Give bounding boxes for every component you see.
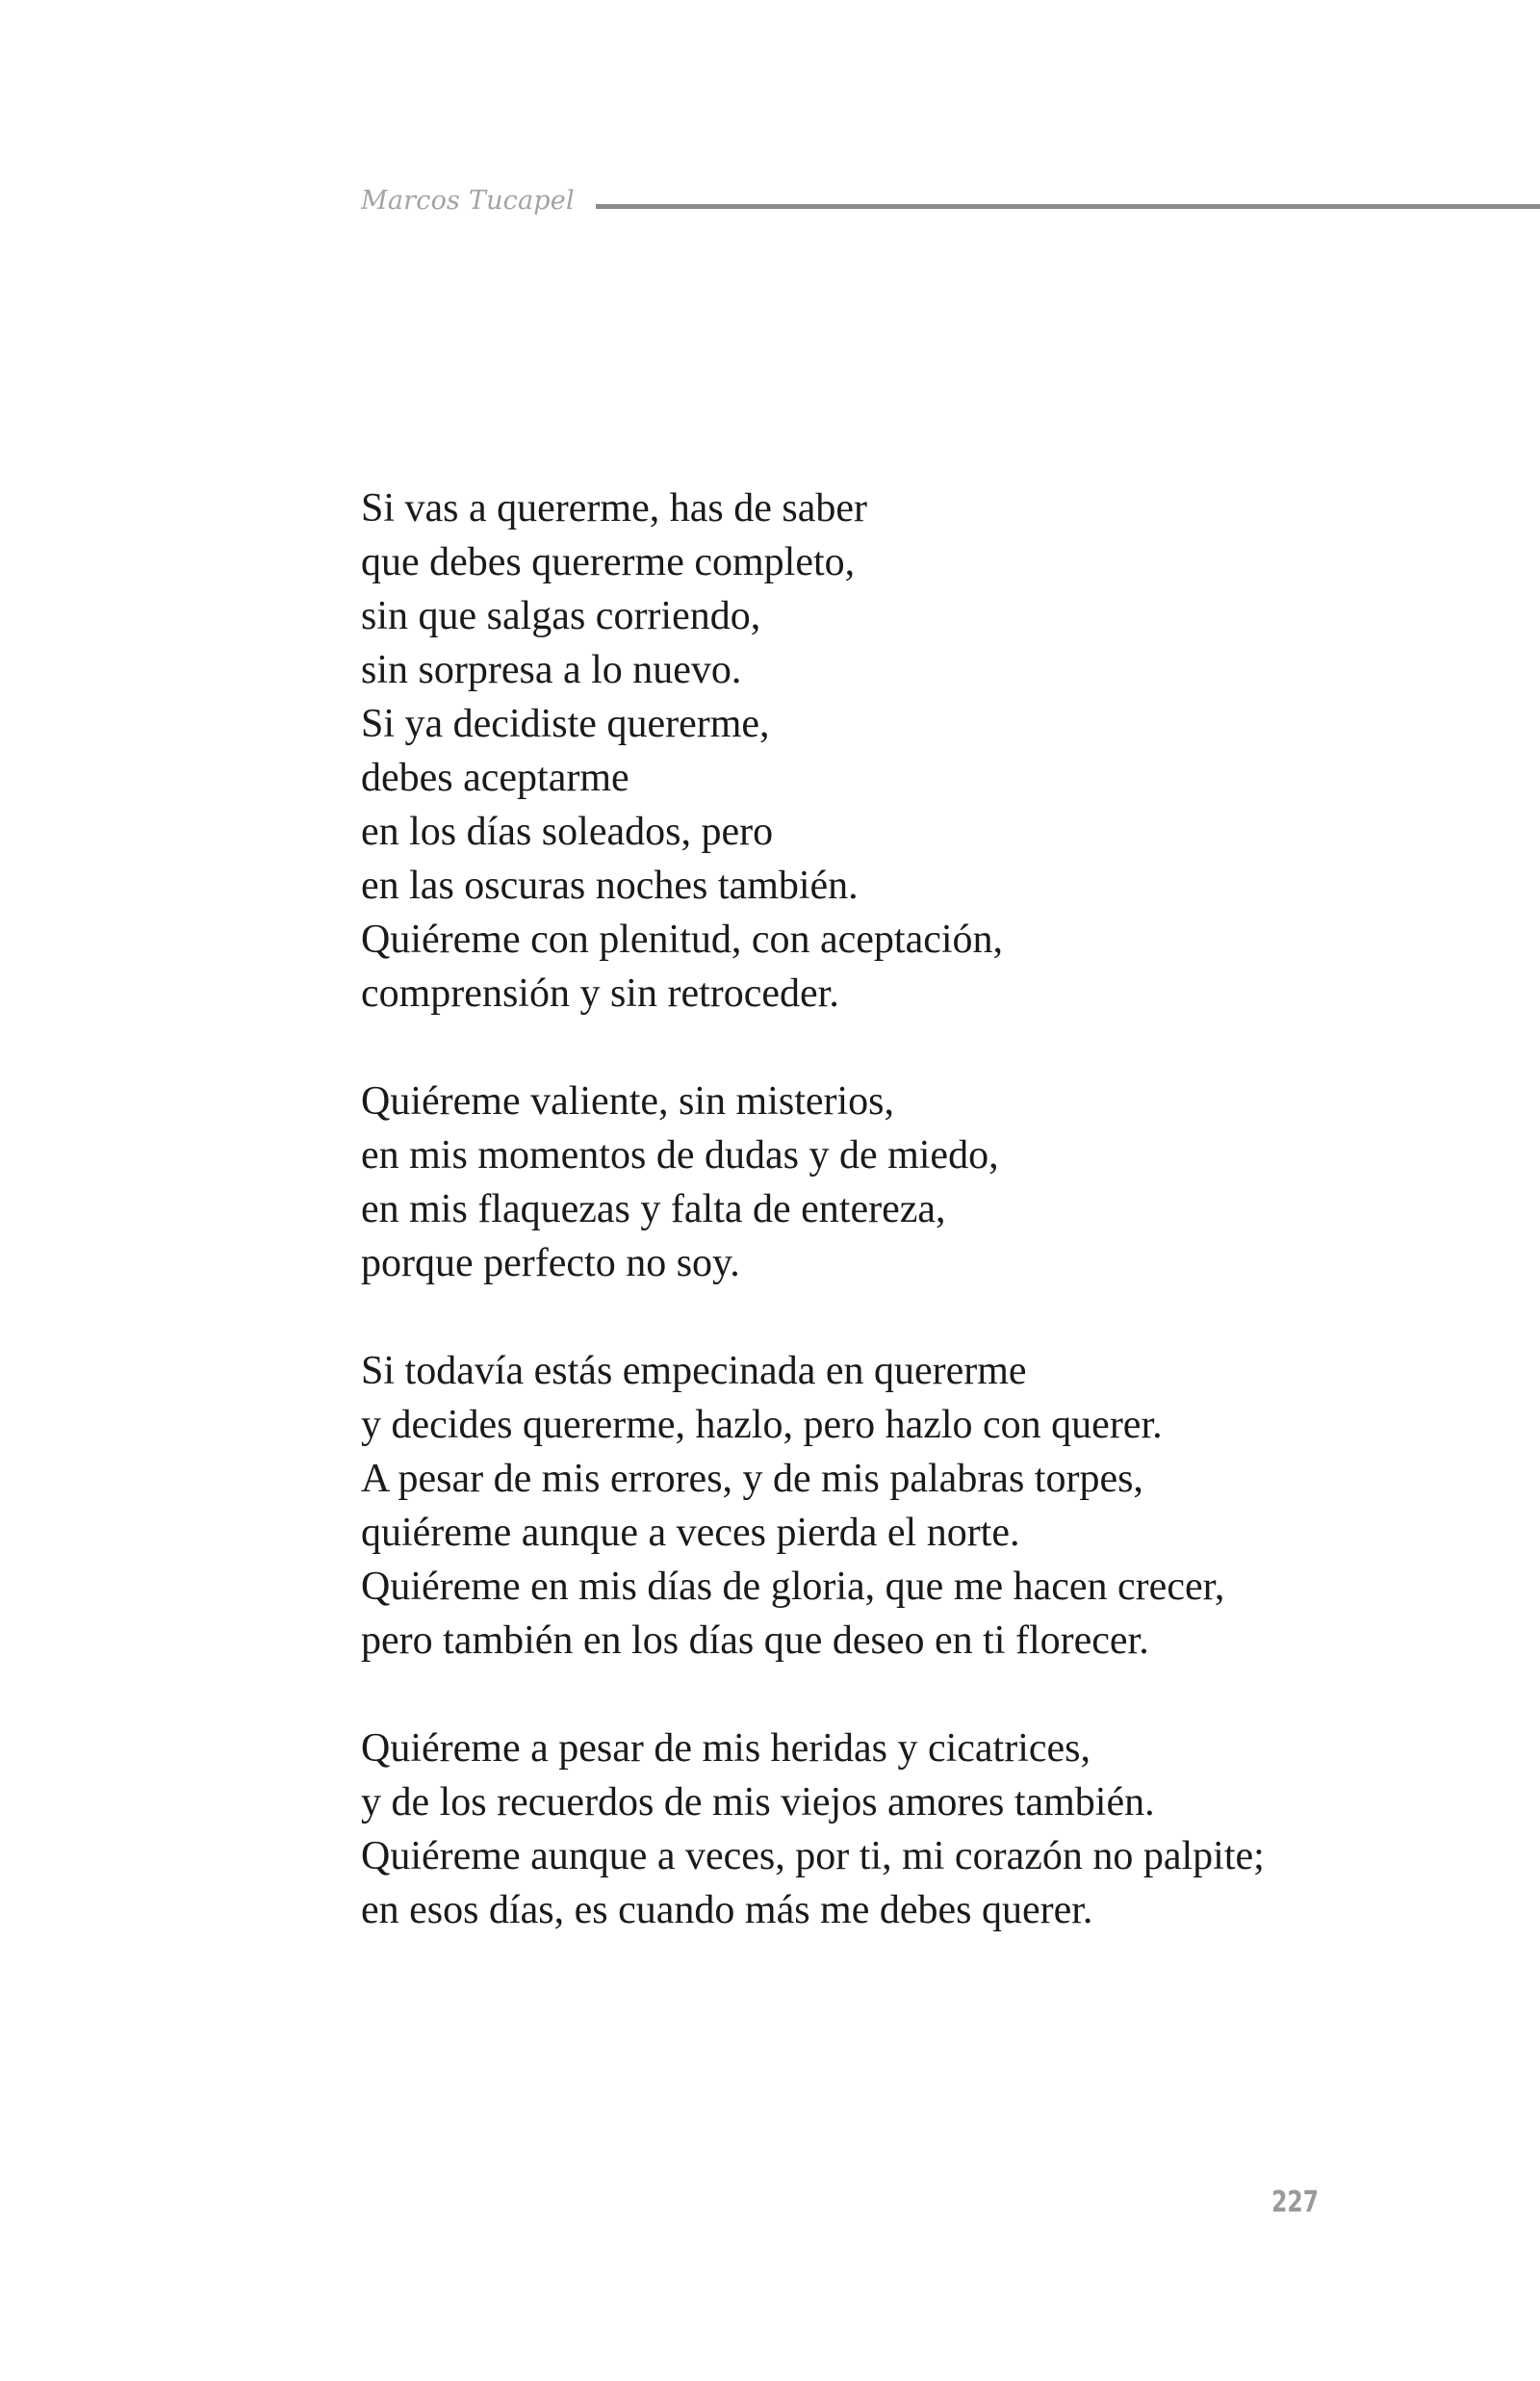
poem-line: Si ya decidiste quererme, (361, 702, 770, 746)
poem-line: pero también en los días que deseo en ti florecer. (361, 1618, 1149, 1663)
poem-line: Quiéreme con plenitud, con aceptación, (361, 918, 1004, 962)
header-author: Marcos Tucapel (361, 185, 575, 216)
poem-line: sin que salgas corriendo, (361, 594, 761, 638)
poem-line: Quiéreme valiente, sin misterios, (361, 1079, 895, 1124)
stanza-1 (361, 481, 1420, 1021)
poem-line: A pesar de mis errores, y de mis palabras torpes, (361, 1457, 1143, 1501)
poem-line: Quiéreme a pesar de mis heridas y cicatrices, (361, 1726, 1091, 1771)
poem-line: debes aceptarme (361, 756, 629, 800)
poem-line: porque perfecto no soy. (361, 1241, 740, 1285)
poem-line: en esos días, es cuando más me debes querer. (361, 1888, 1093, 1932)
poem-line: Quiéreme aunque a veces, por ti, mi corazón no palpite; (361, 1834, 1265, 1878)
poem-line: comprensión y sin retroceder. (361, 971, 839, 1016)
poem-line: en las oscuras noches también. (361, 864, 859, 908)
poem-line: sin sorpresa a lo nuevo. (361, 648, 742, 692)
poem-line: Quiéreme en mis días de gloria, que me hacen crecer, (361, 1565, 1225, 1609)
poem-line: en mis momentos de dudas y de miedo, (361, 1133, 999, 1178)
header-rule (596, 204, 1540, 209)
page-number: 227 (1271, 2186, 1319, 2219)
poem (361, 481, 1420, 1991)
poem-line: que debes quererme completo, (361, 540, 856, 584)
poem-line: quiéreme aunque a veces pierda el norte. (361, 1511, 1020, 1555)
poem-line: Si todavía estás empecinada en quererme (361, 1349, 1027, 1393)
running-header (361, 181, 1540, 220)
poem-line: en los días soleados, pero (361, 810, 774, 854)
stanza-3 (361, 1344, 1420, 1668)
poem-line: en mis flaquezas y falta de entereza, (361, 1187, 946, 1231)
poem-line: y decides quererme, hazlo, pero hazlo con querer. (361, 1403, 1163, 1447)
stanza-2 (361, 1074, 1420, 1290)
poem-line: Si vas a quererme, has de saber (361, 486, 867, 531)
stanza-4 (361, 1721, 1420, 1937)
poem-line: y de los recuerdos de mis viejos amores también. (361, 1780, 1155, 1825)
